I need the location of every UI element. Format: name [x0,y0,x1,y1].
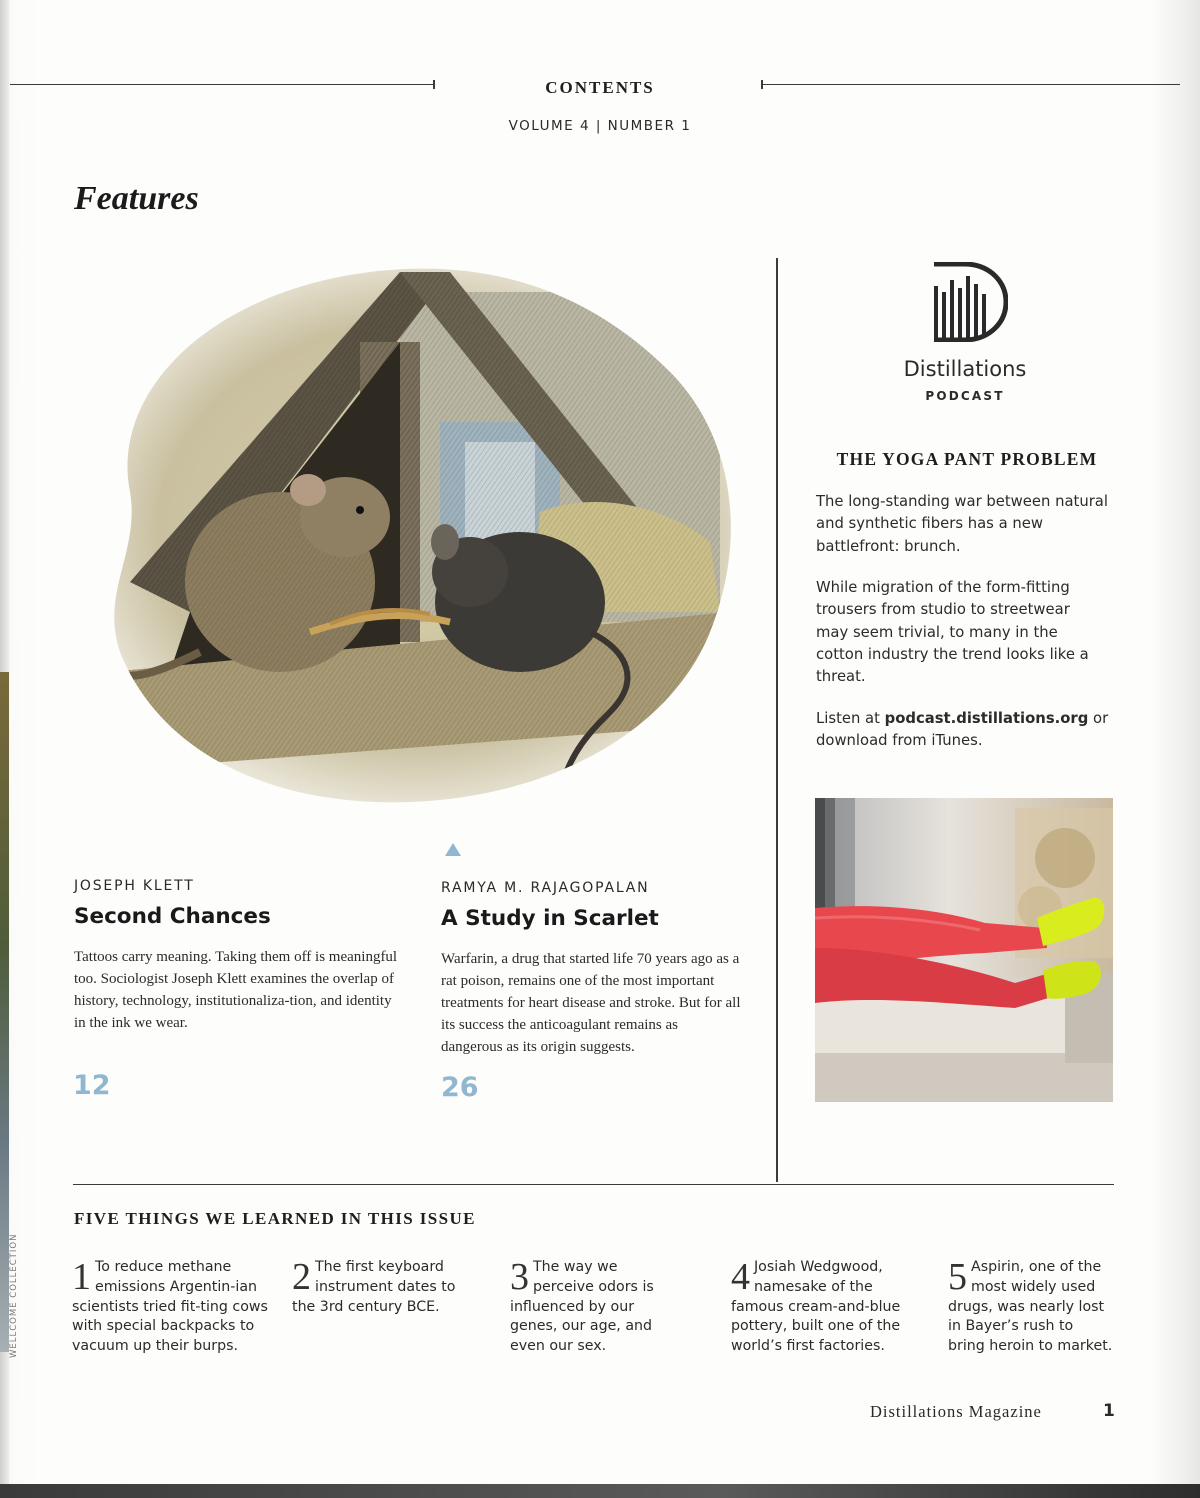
features-heading: Features [74,180,199,217]
fact-item [292,1258,462,1317]
scan-bottom-edge [0,1484,1200,1498]
fact-number: 1 [72,1256,91,1298]
podcast-paragraph: While migration of the form-fitting trousers from studio to streetwear may seem trivial, to many in the cotton industry the trend looks like a threat. [816,579,1089,686]
fact-item [510,1258,660,1357]
article-title-link[interactable]: A Study in Scarlet [441,906,659,931]
fact-text: Josiah Wedgwood, namesake of the famous cream-and-blue pottery, built one of the world’s first factories. [731,1259,901,1355]
fact-number: 3 [510,1256,529,1298]
fact-text: To reduce methane emissions Argentin-ian scientists tried fit-ting cows with special backpacks to vacuum up their burps. [72,1259,268,1355]
article-summary: Warfarin, a drug that started life 70 years ago as a rat poison, remains one of the most important treatments for heart disease and stroke. But for all its success the anticoagulant remains as dangerous as its origin suggests. [441,951,741,1055]
podcast-label: PODCAST [925,389,1005,403]
archive-watermark: WELLCOME COLLECTION [9,1233,19,1358]
podcast-name: Distillations [903,357,1027,381]
issue-info: VOLUME 4 | NUMBER 1 [508,118,692,134]
podcast-url-link[interactable]: podcast.distillations.org [884,710,1089,727]
magazine-name: Distillations Magazine [870,1402,1042,1421]
fact-text: The first keyboard instrument dates to the 3rd century BCE. [292,1259,456,1315]
fact-item [948,1258,1113,1357]
page-title: CONTENTS [545,78,655,97]
fact-text: The way we perceive odors is influenced by our genes, our age, and even our sex. [510,1259,654,1355]
fact-number: 2 [292,1256,311,1298]
podcast-episode-title: THE YOGA PANT PROBLEM [836,449,1098,469]
podcast-paragraph: The long-standing war between natural and synthetic fibers has a new battlefront: brunch. [816,493,1108,555]
article-summary: Tattoos carry meaning. Taking them off is meaningful too. Sociologist Joseph Klett examines the overlap of history, technology, institutionaliza-tion, and identity in the ink we wear. [74,949,398,1031]
fact-number: 4 [731,1256,750,1298]
fact-item [731,1258,901,1357]
fact-item [72,1258,268,1357]
page-folio: 1 [1103,1401,1115,1421]
article-title-link[interactable]: Second Chances [74,904,271,929]
section-rule [73,1184,1114,1185]
article-page-number[interactable]: 12 [73,1070,111,1101]
fact-number: 5 [948,1256,967,1298]
five-things-heading: FIVE THINGS WE LEARNED IN THIS ISSUE [74,1209,476,1228]
distillations-d-logo-icon [928,262,1008,342]
fact-text: Aspirin, one of the most widely used drugs, was nearly lost in Bayer’s rush to bring heroin to market. [948,1259,1113,1355]
article-page-number[interactable]: 26 [441,1072,479,1103]
article-byline: JOSEPH KLETT [74,878,195,894]
engraved-rats-illustration [70,252,770,812]
listen-suffix: or download from iTunes. [816,710,1109,750]
listen-prefix: Listen at [816,710,885,727]
leggings-photo [815,798,1113,1102]
column-divider [776,258,778,1182]
page-edge-bleed [0,672,9,1352]
article-byline: RAMYA M. RAJAGOPALAN [441,880,650,896]
article-pointer-icon [445,843,461,856]
podcast-listen-info [816,708,1116,753]
